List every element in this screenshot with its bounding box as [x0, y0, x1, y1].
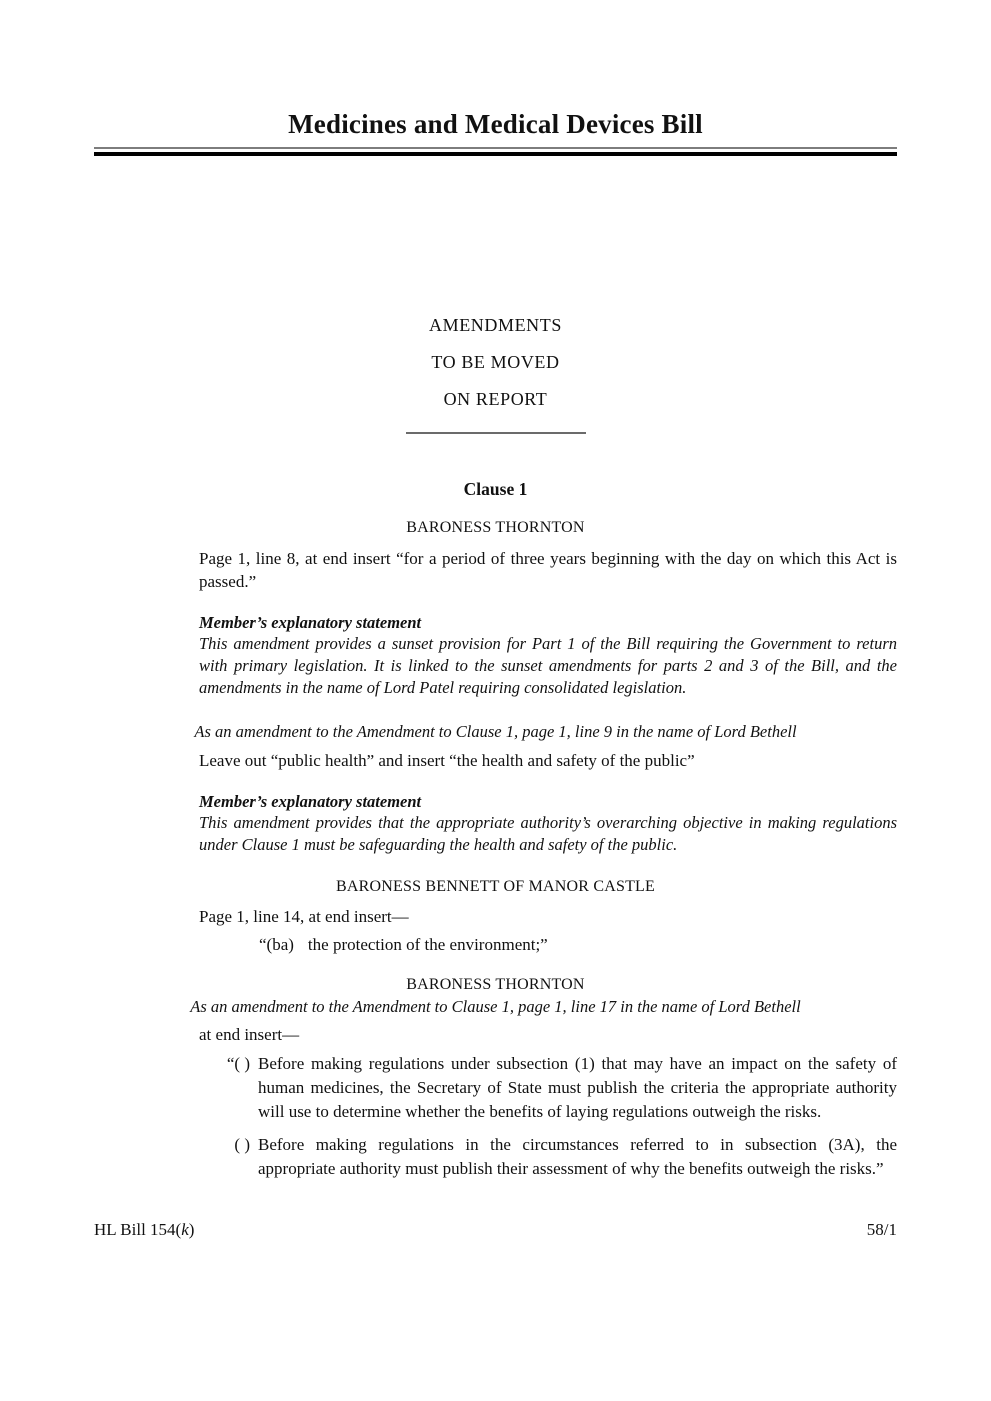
provision-text: the protection of the environment;”	[307, 935, 548, 954]
cover-line-amendments: AMENDMENTS	[428, 315, 562, 335]
document-title: Medicines and Medical Devices Bill	[288, 109, 703, 139]
sponsor-name-thornton: BARONESS THORNTON	[406, 519, 585, 536]
amendment-instruction: Leave out “public health” and insert “the health and safety of the public”	[199, 751, 695, 770]
provision-text: Before making regulations in the circumstances referred to in subsection (3A), the appropriate authority must publish their assessment of why the benefits outweigh the risks.”	[258, 1135, 897, 1178]
explanatory-statement-heading: Member’s explanatory statement	[199, 792, 422, 811]
document-content	[94, 0, 897, 1241]
amendment-lead-in: As an amendment to the Amendment to Clause 1, page 1, line 9 in the name of Lord Bethell	[194, 722, 797, 741]
amendment-instruction: Page 1, line 14, at end insert—	[199, 907, 409, 926]
list-item	[216, 1133, 897, 1181]
list-item	[216, 1052, 897, 1124]
cover-separator-line	[406, 432, 586, 434]
page-reference: 58/1	[866, 1220, 897, 1239]
provision-text: Before making regulations under subsection (1) that may have an impact on the safety of human medicines, the Secretary of State must publish the criteria the appropriate authority will use to determine whether the benefits of laying regulations outweigh the risks.	[258, 1054, 897, 1121]
amendment-instruction: at end insert—	[199, 1025, 300, 1044]
clause-heading: Clause 1	[463, 479, 528, 499]
provision-marker: “( )	[226, 1054, 250, 1073]
title-rule-thin	[94, 147, 897, 149]
explanatory-statement-text: This amendment provides that the appropriate authority’s overarching objective in making regulations under Clause 1 must be safeguarding the health and safety of the public.	[199, 813, 897, 854]
sponsor-name-thornton: BARONESS THORNTON	[406, 976, 585, 993]
inserted-provision-list	[216, 1052, 897, 1181]
explanatory-statement-heading: Member’s explanatory statement	[199, 613, 422, 632]
cover-line-on-report: ON REPORT	[443, 389, 548, 409]
bill-reference-suffix: )	[188, 1220, 195, 1239]
bill-reference-italic: k	[181, 1220, 189, 1239]
bill-reference	[94, 1219, 194, 1241]
cover-line-to-be-moved: TO BE MOVED	[431, 352, 560, 372]
amendment-instruction: Page 1, line 8, at end insert “for a period of three years beginning with the day on which this Act is passed.”	[199, 549, 897, 591]
title-rule-thick	[94, 152, 897, 156]
explanatory-statement-text: This amendment provides a sunset provision for Part 1 of the Bill requiring the Government to return with primary legislation. It is linked to the sunset amendments for parts 2 and 3 of the Bill, and the amendments in the name of Lord Patel requiring consolidated legislation.	[199, 634, 897, 697]
cover-heading	[94, 307, 897, 418]
bill-reference-prefix: HL Bill 154(	[94, 1220, 182, 1239]
sponsor-name-bennett: BARONESS BENNETT OF MANOR CASTLE	[335, 878, 656, 895]
provision-marker: ( )	[234, 1135, 250, 1154]
inserted-provision-row	[259, 934, 897, 956]
page-footer	[94, 1219, 897, 1241]
provision-marker: “(ba)	[259, 935, 294, 954]
amendment-lead-in: As an amendment to the Amendment to Clause 1, page 1, line 17 in the name of Lord Bethell	[190, 997, 801, 1016]
